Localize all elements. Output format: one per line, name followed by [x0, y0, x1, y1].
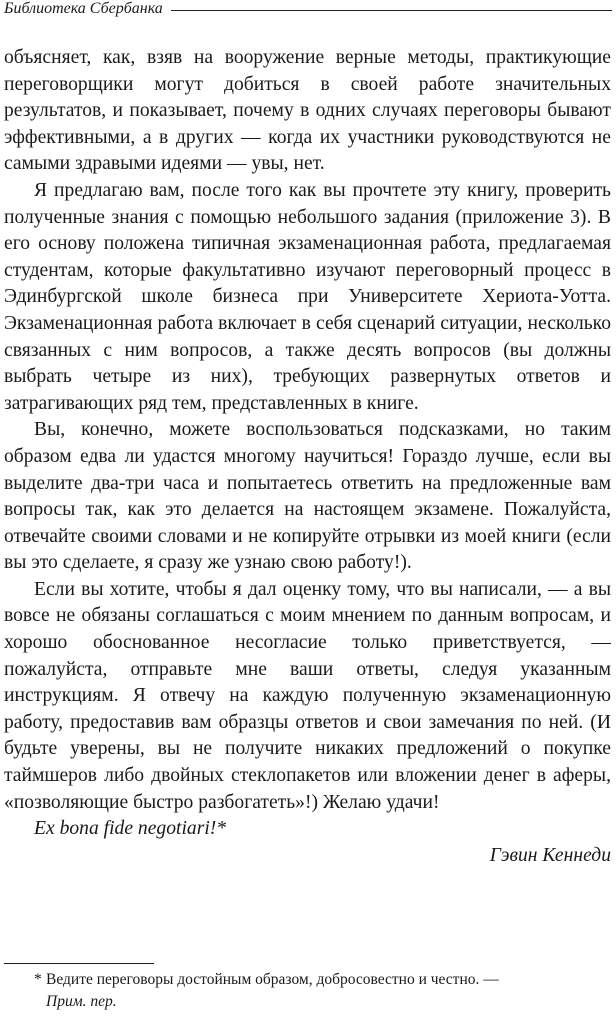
running-header	[4, 0, 612, 20]
header-rule	[171, 10, 612, 11]
footnote-marker: *	[34, 971, 42, 988]
latin-motto: Ex bona fide negotiari!*	[34, 818, 227, 840]
author-signature: Гэвин Кеннеди	[489, 844, 611, 866]
paragraph: Если вы хотите, чтобы я дал оценку тому, что вы написали, — а вы вовсе не обязаны соглашаться с моим мнением по данным вопросам, и хорошо обоснованное несогласие только приветствуется, — пожалуйста, отправьте мне ваши ответы, следуя указанным инструкциям. Я отвечу на каждую полученную экзаменационную работу, предоставив вам образцы ответов и свои замечания по ней. (И будьте уверены, вы не получите никаких предложений о покупке таймшеров либо двойных стеклопакетов или вложении денег в аферы, «позволяющие быстро разбогатеть»!) Желаю удачи!	[4, 578, 611, 813]
paragraph: Вы, конечно, можете воспользоваться подсказками, но таким образом едва ли удастся многому научиться! Гораздо лучше, если вы выделите два-три часа и попытаетесь ответить на предложенные вам вопросы так, как это делается на настоящем экзамене. Пожалуйста, отвечайте своими словами и не копируйте отрывки из моей книги (если вы это сделаете, я сразу же узнаю свою работу!).	[4, 419, 611, 574]
footnote-rule	[4, 963, 154, 964]
paragraph: объясняет, как, взяв на вооружение верные методы, практикующие переговорщики могут добиться в своей работе значительных результатов, и показывает, почему в одних случаях переговоры бывают эффективными, а в других — когда их участники руководствуются не самыми здравыми идеями — увы, нет.	[4, 47, 611, 175]
paragraph: Я предлагаю вам, после того как вы прочтете эту книгу, проверить полученные знания с помощью небольшого задания (приложение 3). В его основу положена типичная экзаменационная работа, предлагаемая студентам, которые факультативно изучают переговорный процесс в Эдинбургской школе бизнеса при Университете Хериота-Уотта. Экзаменационная работа включает в себя сценарий ситуации, несколько связанных с ним вопросов, а также десять вопросов (вы должны выбрать четыре из них), требующих развернутых ответов и затрагивающих ряд тем, представленных в книге.	[4, 179, 611, 414]
footnote	[4, 969, 611, 1013]
main-text	[4, 45, 611, 869]
footnote-translator-note: Прим. пер.	[46, 993, 117, 1010]
running-title: Библиотека Сбербанка	[4, 0, 163, 17]
footnote-text: Ведите переговоры достойным образом, добросовестно и честно. —	[46, 971, 499, 988]
